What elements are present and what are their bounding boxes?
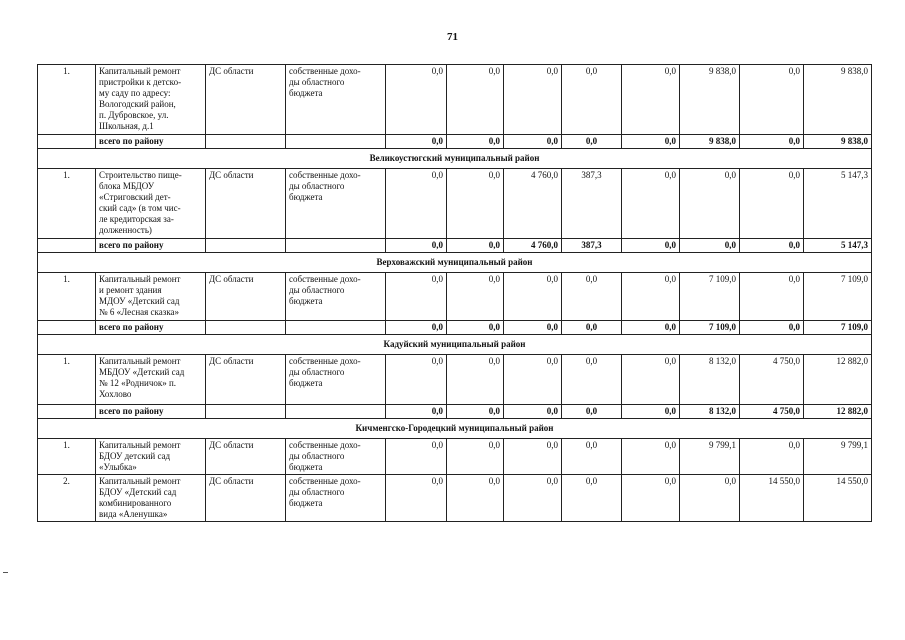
value-cell: 0,0 [622, 169, 680, 239]
value-cell: 9 799,1 [680, 439, 740, 475]
district-total-row [38, 321, 872, 335]
value-cell: 0,0 [504, 475, 562, 522]
district-name: Кичменгско-Городецкий муниципальный район [38, 419, 872, 439]
value-cell: 0,0 [562, 355, 622, 405]
total-value-cell: 0,0 [562, 135, 622, 149]
total-value-cell: 0,0 [622, 135, 680, 149]
total-value-cell: 0,0 [447, 239, 504, 253]
total-value-cell: 0,0 [504, 405, 562, 419]
value-cell: 0,0 [386, 475, 447, 522]
value-cell: 0,0 [447, 65, 504, 135]
total-value-cell: 7 109,0 [804, 321, 872, 335]
value-cell: 14 550,0 [804, 475, 872, 522]
total-value-cell: 0,0 [447, 321, 504, 335]
total-value-cell: 0,0 [562, 405, 622, 419]
total-label-cell: всего по району [96, 405, 206, 419]
object-name-cell: Капитальный ремонт и ремонт здания МДОУ «Детский сад № 6 «Лесная сказка» [96, 273, 206, 321]
district-name: Великоустюгский муниципальный район [38, 149, 872, 169]
total-value-cell: 0,0 [504, 135, 562, 149]
total-value-cell: 0,0 [504, 321, 562, 335]
row-number-cell: 1. [38, 273, 96, 321]
value-cell: 0,0 [562, 475, 622, 522]
value-cell: 0,0 [504, 439, 562, 475]
empty-cell [206, 405, 286, 419]
value-cell: 0,0 [447, 475, 504, 522]
value-cell: 0,0 [504, 65, 562, 135]
value-cell: 14 550,0 [740, 475, 804, 522]
total-label-cell: всего по району [96, 135, 206, 149]
row-number-cell: 1. [38, 65, 96, 135]
value-cell: 0,0 [386, 273, 447, 321]
total-value-cell: 0,0 [447, 135, 504, 149]
empty-cell [38, 405, 96, 419]
empty-cell [286, 239, 386, 253]
margin-mark [3, 572, 8, 573]
funding-source-cell: собственные дохо- ды областного бюджета [286, 65, 386, 135]
value-cell: 7 109,0 [804, 273, 872, 321]
value-cell: 0,0 [622, 65, 680, 135]
empty-cell [38, 135, 96, 149]
table-row [38, 273, 872, 321]
value-cell: 0,0 [386, 355, 447, 405]
customer-cell: ДС области [206, 169, 286, 239]
total-value-cell: 0,0 [447, 405, 504, 419]
district-header-row [38, 149, 872, 169]
empty-cell [38, 321, 96, 335]
value-cell: 9 838,0 [680, 65, 740, 135]
value-cell: 4 760,0 [504, 169, 562, 239]
total-value-cell: 0,0 [740, 135, 804, 149]
total-value-cell: 12 882,0 [804, 405, 872, 419]
total-value-cell: 387,3 [562, 239, 622, 253]
value-cell: 12 882,0 [804, 355, 872, 405]
row-number-cell: 1. [38, 355, 96, 405]
empty-cell [38, 239, 96, 253]
value-cell: 0,0 [622, 273, 680, 321]
row-number-cell: 1. [38, 169, 96, 239]
total-value-cell: 4 760,0 [504, 239, 562, 253]
total-value-cell: 0,0 [740, 239, 804, 253]
page-number: 71 [447, 31, 458, 43]
total-value-cell: 0,0 [622, 405, 680, 419]
row-number-cell: 2. [38, 475, 96, 522]
value-cell: 0,0 [622, 475, 680, 522]
total-value-cell: 0,0 [622, 321, 680, 335]
value-cell: 0,0 [680, 169, 740, 239]
district-total-row [38, 135, 872, 149]
district-header-row [38, 335, 872, 355]
district-total-row [38, 239, 872, 253]
value-cell: 0,0 [740, 273, 804, 321]
empty-cell [206, 239, 286, 253]
funding-source-cell: собственные дохо- ды областного бюджета [286, 273, 386, 321]
value-cell: 0,0 [680, 475, 740, 522]
value-cell: 0,0 [740, 169, 804, 239]
customer-cell: ДС области [206, 355, 286, 405]
value-cell: 0,0 [447, 169, 504, 239]
value-cell: 0,0 [386, 439, 447, 475]
total-value-cell: 0,0 [386, 135, 447, 149]
table-body [38, 65, 872, 522]
object-name-cell: Капитальный ремонт пристройки к детско- му саду по адресу: Вологодский район, п. Дубровское, ул. Школьная, д.1 [96, 65, 206, 135]
total-value-cell: 0,0 [680, 239, 740, 253]
customer-cell: ДС области [206, 439, 286, 475]
total-value-cell: 9 838,0 [804, 135, 872, 149]
total-label-cell: всего по району [96, 239, 206, 253]
value-cell: 0,0 [504, 355, 562, 405]
customer-cell: ДС области [206, 273, 286, 321]
total-value-cell: 0,0 [562, 321, 622, 335]
value-cell: 0,0 [562, 273, 622, 321]
budget-table [37, 64, 872, 522]
table-row [38, 475, 872, 522]
district-total-row [38, 405, 872, 419]
empty-cell [206, 135, 286, 149]
empty-cell [286, 135, 386, 149]
total-value-cell: 5 147,3 [804, 239, 872, 253]
table-row [38, 65, 872, 135]
value-cell: 4 750,0 [740, 355, 804, 405]
value-cell: 0,0 [447, 439, 504, 475]
funding-source-cell: собственные дохо- ды областного бюджета [286, 439, 386, 475]
total-value-cell: 0,0 [622, 239, 680, 253]
value-cell: 0,0 [562, 65, 622, 135]
value-cell: 0,0 [447, 273, 504, 321]
total-label-cell: всего по району [96, 321, 206, 335]
funding-source-cell: собственные дохо- ды областного бюджета [286, 169, 386, 239]
object-name-cell: Капитальный ремонт БДОУ «Детский сад комбинированного вида «Аленушка» [96, 475, 206, 522]
empty-cell [286, 405, 386, 419]
funding-source-cell: собственные дохо- ды областного бюджета [286, 475, 386, 522]
total-value-cell: 9 838,0 [680, 135, 740, 149]
funding-source-cell: собственные дохо- ды областного бюджета [286, 355, 386, 405]
total-value-cell: 0,0 [386, 405, 447, 419]
value-cell: 0,0 [386, 169, 447, 239]
value-cell: 0,0 [622, 439, 680, 475]
total-value-cell: 0,0 [386, 321, 447, 335]
total-value-cell: 4 750,0 [740, 405, 804, 419]
table-row [38, 439, 872, 475]
value-cell: 7 109,0 [680, 273, 740, 321]
value-cell: 0,0 [740, 439, 804, 475]
empty-cell [206, 321, 286, 335]
total-value-cell: 7 109,0 [680, 321, 740, 335]
value-cell: 5 147,3 [804, 169, 872, 239]
district-name: Кадуйский муниципальный район [38, 335, 872, 355]
table-row [38, 355, 872, 405]
object-name-cell: Капитальный ремонт БДОУ детский сад «Улыбка» [96, 439, 206, 475]
object-name-cell: Капитальный ремонт МБДОУ «Детский сад № 12 «Родничок» п. Хохлово [96, 355, 206, 405]
value-cell: 0,0 [740, 65, 804, 135]
total-value-cell: 0,0 [740, 321, 804, 335]
value-cell: 0,0 [622, 355, 680, 405]
total-value-cell: 0,0 [386, 239, 447, 253]
empty-cell [286, 321, 386, 335]
value-cell: 0,0 [504, 273, 562, 321]
row-number-cell: 1. [38, 439, 96, 475]
district-header-row [38, 419, 872, 439]
value-cell: 9 838,0 [804, 65, 872, 135]
total-value-cell: 8 132,0 [680, 405, 740, 419]
value-cell: 387,3 [562, 169, 622, 239]
district-header-row [38, 253, 872, 273]
table-row [38, 169, 872, 239]
value-cell: 0,0 [562, 439, 622, 475]
value-cell: 0,0 [386, 65, 447, 135]
district-name: Верховажский муниципальный район [38, 253, 872, 273]
value-cell: 8 132,0 [680, 355, 740, 405]
value-cell: 9 799,1 [804, 439, 872, 475]
object-name-cell: Строительство пище- блока МБДОУ «Стриговский дет- ский сад» (в том чис- ле кредиторская за- долженность) [96, 169, 206, 239]
customer-cell: ДС области [206, 475, 286, 522]
value-cell: 0,0 [447, 355, 504, 405]
customer-cell: ДС области [206, 65, 286, 135]
